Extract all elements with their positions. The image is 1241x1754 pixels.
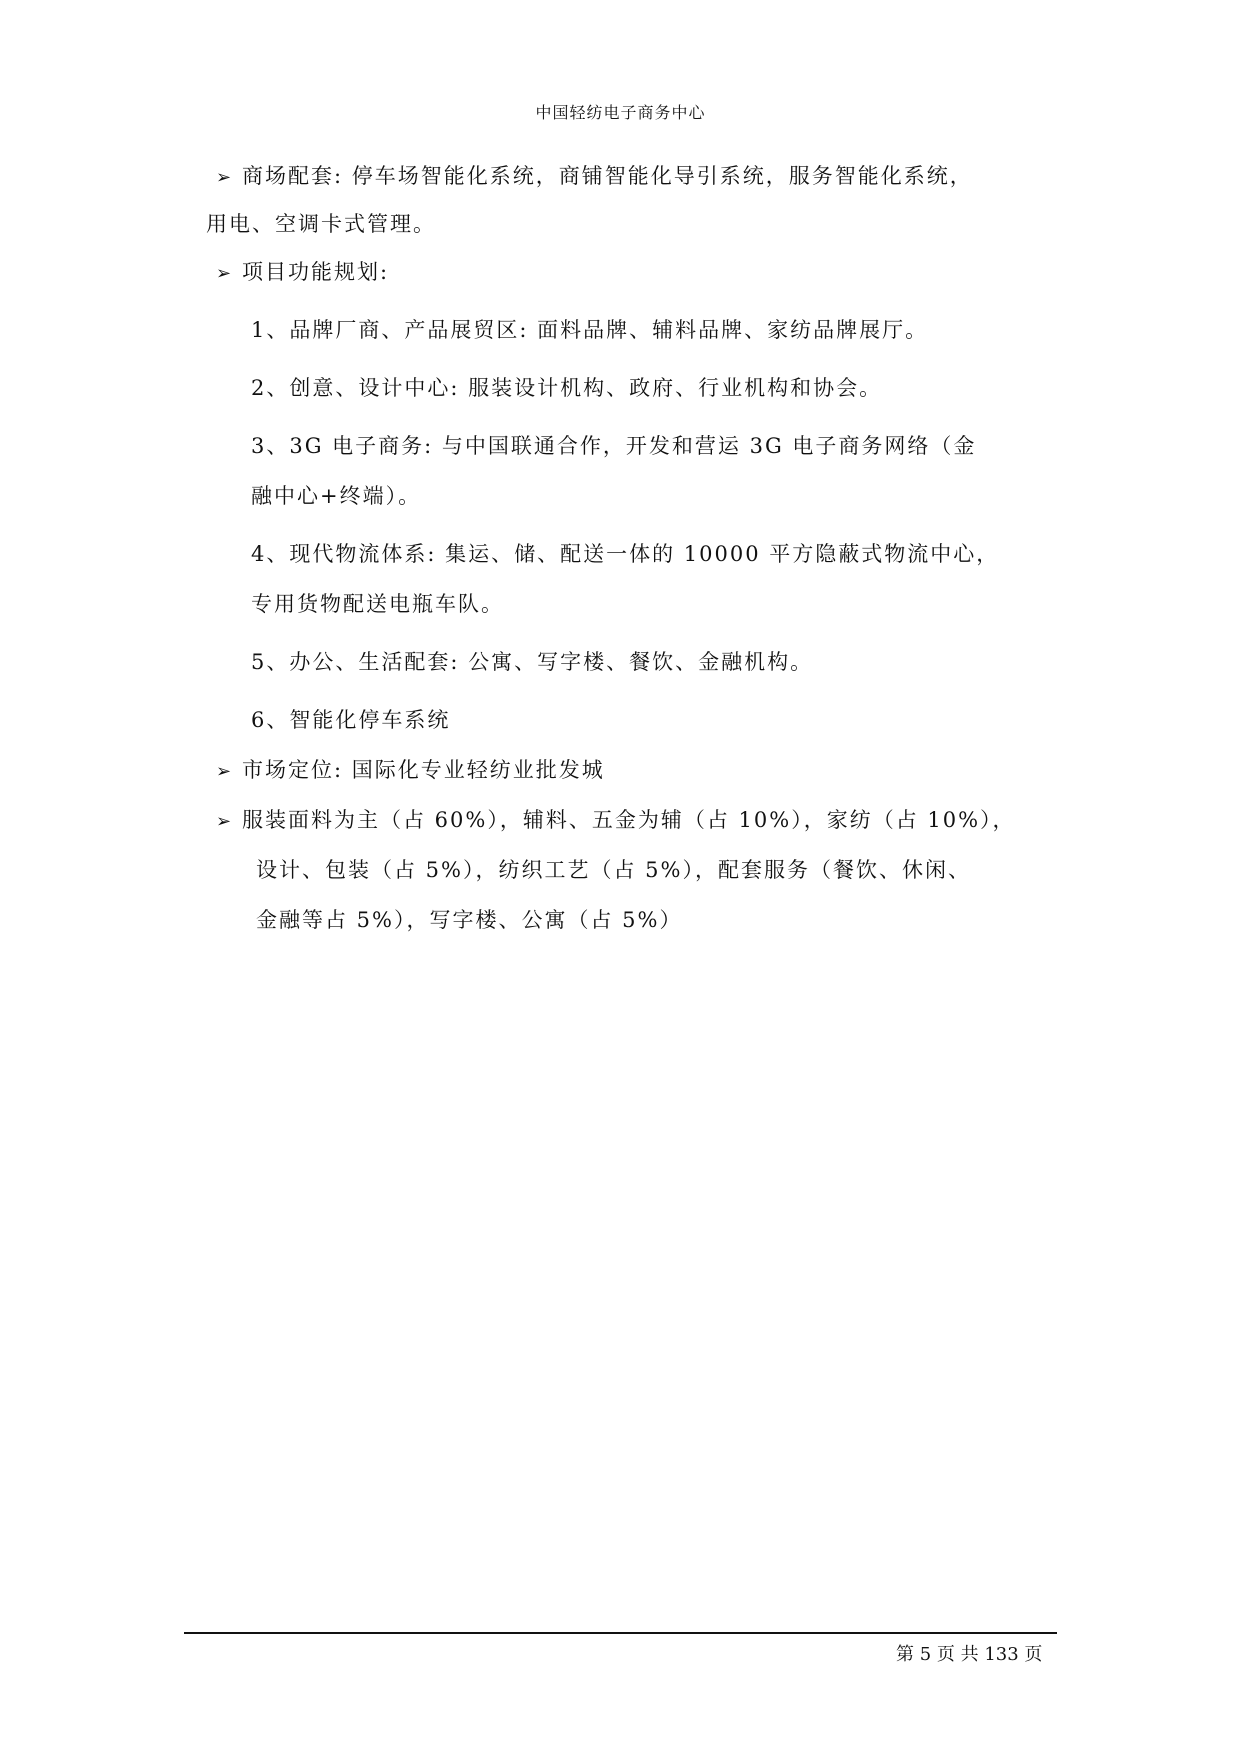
text-line-12 <box>216 754 605 784</box>
text-line-9: 专用货物配送电瓶车队。 <box>251 592 504 616</box>
text-line-14: 设计、包装（占 5%），纺织工艺（占 5%），配套服务（餐饮、休闲、 <box>256 858 971 882</box>
text-line-1-content: 商场配套: 停车场智能化系统，商铺智能化导引系统，服务智能化系统， <box>242 164 973 188</box>
text-line-2: 用电、空调卡式管理。 <box>206 212 436 236</box>
footer-divider <box>184 1632 1057 1634</box>
bullet-arrow-icon: ➢ <box>216 811 234 832</box>
bullet-arrow-icon: ➢ <box>216 761 234 782</box>
text-line-13-content: 服装面料为主（占 60%），辅料、五金为辅（占 10%），家纺（占 10%）， <box>242 808 1016 832</box>
bullet-arrow-icon: ➢ <box>216 263 234 284</box>
bullet-arrow-icon: ➢ <box>216 167 234 188</box>
text-line-3 <box>216 256 389 286</box>
text-line-10: 5、办公、生活配套: 公寓、写字楼、餐饮、金融机构。 <box>251 650 814 674</box>
page-number: 第 5 页 共 133 页 <box>896 1644 1043 1665</box>
text-line-1 <box>216 160 973 190</box>
text-line-11: 6、智能化停车系统 <box>251 708 451 732</box>
text-line-13 <box>216 804 1016 834</box>
text-line-7: 融中心+终端）。 <box>251 484 422 508</box>
text-line-15: 金融等占 5%），写字楼、公寓（占 5%） <box>256 908 683 932</box>
text-line-3-content: 项目功能规划: <box>242 260 390 284</box>
text-line-6: 3、3G 电子商务: 与中国联通合作，开发和营运 3G 电子商务网络（金 <box>251 434 977 458</box>
text-line-4: 1、品牌厂商、产品展贸区: 面料品牌、辅料品牌、家纺品牌展厅。 <box>251 318 929 342</box>
text-line-8: 4、现代物流体系: 集运、储、配送一体的 10000 平方隐蔽式物流中心， <box>251 542 1000 566</box>
text-line-5: 2、创意、设计中心: 服装设计机构、政府、行业机构和协会。 <box>251 376 883 400</box>
page-header-title: 中国轻纺电子商务中心 <box>535 103 706 122</box>
text-line-12-content: 市场定位: 国际化专业轻纺业批发城 <box>242 758 605 782</box>
